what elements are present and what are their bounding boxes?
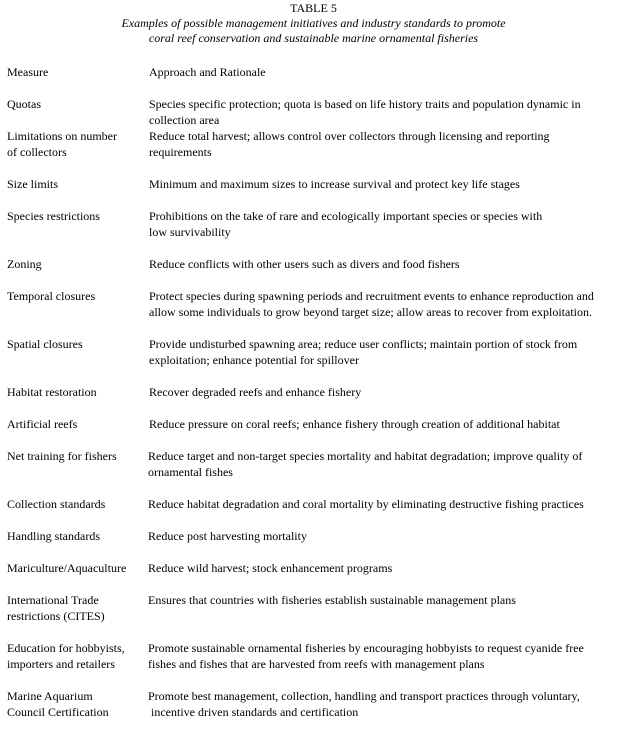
measure-line: Zoning [7, 257, 42, 271]
measure-line: Marine Aquarium [7, 689, 93, 703]
approach-cell [148, 448, 626, 480]
approach-line: Promote sustainable ornamental fisheries by encouraging hobbyists to request cyanide free [148, 641, 584, 655]
measure-line: Mariculture/Aquaculture [7, 561, 127, 575]
approach-line: Reduce total harvest; allows control over collectors through licensing and reporting [149, 129, 550, 143]
measure-cell [7, 496, 147, 512]
measure-cell [7, 592, 147, 624]
measure-line: Handling standards [7, 529, 100, 543]
measure-line: Education for hobbyists, [7, 641, 125, 655]
table-caption [0, 0, 627, 46]
approach-line: Reduce habitat degradation and coral mortality by eliminating destructive fishing practices [148, 497, 584, 511]
measure-line: importers and retailers [7, 657, 115, 671]
measure-line: Collection standards [7, 497, 106, 511]
approach-line: Reduce conflicts with other users such as divers and food fishers [149, 257, 460, 271]
approach-cell [149, 288, 627, 320]
approach-line: allow some individuals to grow beyond target size; allow areas to recover from exploitation. [149, 305, 592, 319]
approach-line: Ensures that countries with fisheries establish sustainable management plans [148, 593, 516, 607]
measure-cell [7, 384, 147, 400]
measure-line: International Trade [7, 593, 99, 607]
measure-cell [7, 208, 147, 224]
approach-line: Protect species during spawning periods and recruitment events to enhance reproduction and [149, 289, 594, 303]
approach-line: incentive driven standards and certification [148, 705, 359, 719]
approach-line: requirements [149, 145, 212, 159]
approach-cell [148, 688, 626, 720]
approach-line: Minimum and maximum sizes to increase survival and protect key life stages [149, 177, 520, 191]
measure-line: Council Certification [7, 705, 109, 719]
measure-line: of collectors [7, 145, 67, 159]
approach-line: Reduce pressure on coral reefs; enhance fishery through creation of additional habitat [149, 417, 560, 431]
table-title-line-1: Examples of possible management initiatives and industry standards to promote [121, 16, 506, 30]
measure-line: Habitat restoration [7, 385, 97, 399]
approach-cell [149, 208, 627, 240]
header-approach: Approach and Rationale [149, 65, 266, 79]
approach-cell [149, 384, 627, 400]
approach-line: Prohibitions on the take of rare and ecologically important species or species with [149, 209, 543, 223]
measure-cell [7, 688, 147, 720]
approach-line: Species specific protection; quota is based on life history traits and population dynamic in [149, 97, 581, 111]
approach-cell [149, 416, 627, 432]
approach-line: ornamental fishes [148, 465, 233, 479]
measure-line: Species restrictions [7, 209, 100, 223]
table-number: TABLE 5 [290, 1, 337, 15]
measure-cell [7, 176, 147, 192]
measure-line: Limitations on number [7, 129, 117, 143]
measure-cell [7, 336, 147, 352]
measure-line: Net training for fishers [7, 449, 117, 463]
measure-line: Size limits [7, 177, 58, 191]
approach-cell [148, 560, 626, 576]
approach-line: Reduce wild harvest; stock enhancement programs [148, 561, 393, 575]
measure-cell [7, 416, 147, 432]
approach-line: collection area [149, 113, 220, 127]
approach-cell [149, 256, 627, 272]
header-measure: Measure [7, 65, 49, 79]
approach-line: Recover degraded reefs and enhance fishery [149, 385, 362, 399]
approach-cell [149, 176, 627, 192]
approach-line: Promote best management, collection, handling and transport practices through voluntary, [148, 689, 580, 703]
measure-cell [7, 128, 147, 160]
measure-cell [7, 560, 147, 576]
approach-cell [149, 128, 627, 160]
measure-cell [7, 640, 147, 672]
approach-cell [149, 96, 627, 128]
approach-cell [149, 336, 627, 368]
measure-line: Spatial closures [7, 337, 83, 351]
approach-cell [148, 640, 626, 672]
measure-line: Artificial reefs [7, 417, 78, 431]
approach-cell [148, 528, 626, 544]
measure-line: Quotas [7, 97, 41, 111]
measure-cell [7, 256, 147, 272]
approach-line: Provide undisturbed spawning area; reduce user conflicts; maintain portion of stock from [149, 337, 578, 351]
approach-line: Reduce post harvesting mortality [148, 529, 307, 543]
table-title-line-2: coral reef conservation and sustainable marine ornamental fisheries [148, 31, 479, 45]
approach-line: Reduce target and non-target species mortality and habitat degradation; improve quality of [148, 449, 583, 463]
measure-line: Temporal closures [7, 289, 96, 303]
approach-cell [148, 496, 626, 512]
measure-cell [7, 96, 147, 112]
approach-line: low survivability [149, 225, 231, 239]
approach-line: fishes and fishes that are harvested from reefs with management plans [148, 657, 485, 671]
approach-cell [148, 592, 626, 608]
approach-line: exploitation; enhance potential for spillover [149, 353, 359, 367]
measure-cell [7, 528, 147, 544]
measure-line: restrictions (CITES) [7, 609, 105, 623]
measure-cell [7, 288, 147, 304]
measure-cell [7, 448, 147, 464]
